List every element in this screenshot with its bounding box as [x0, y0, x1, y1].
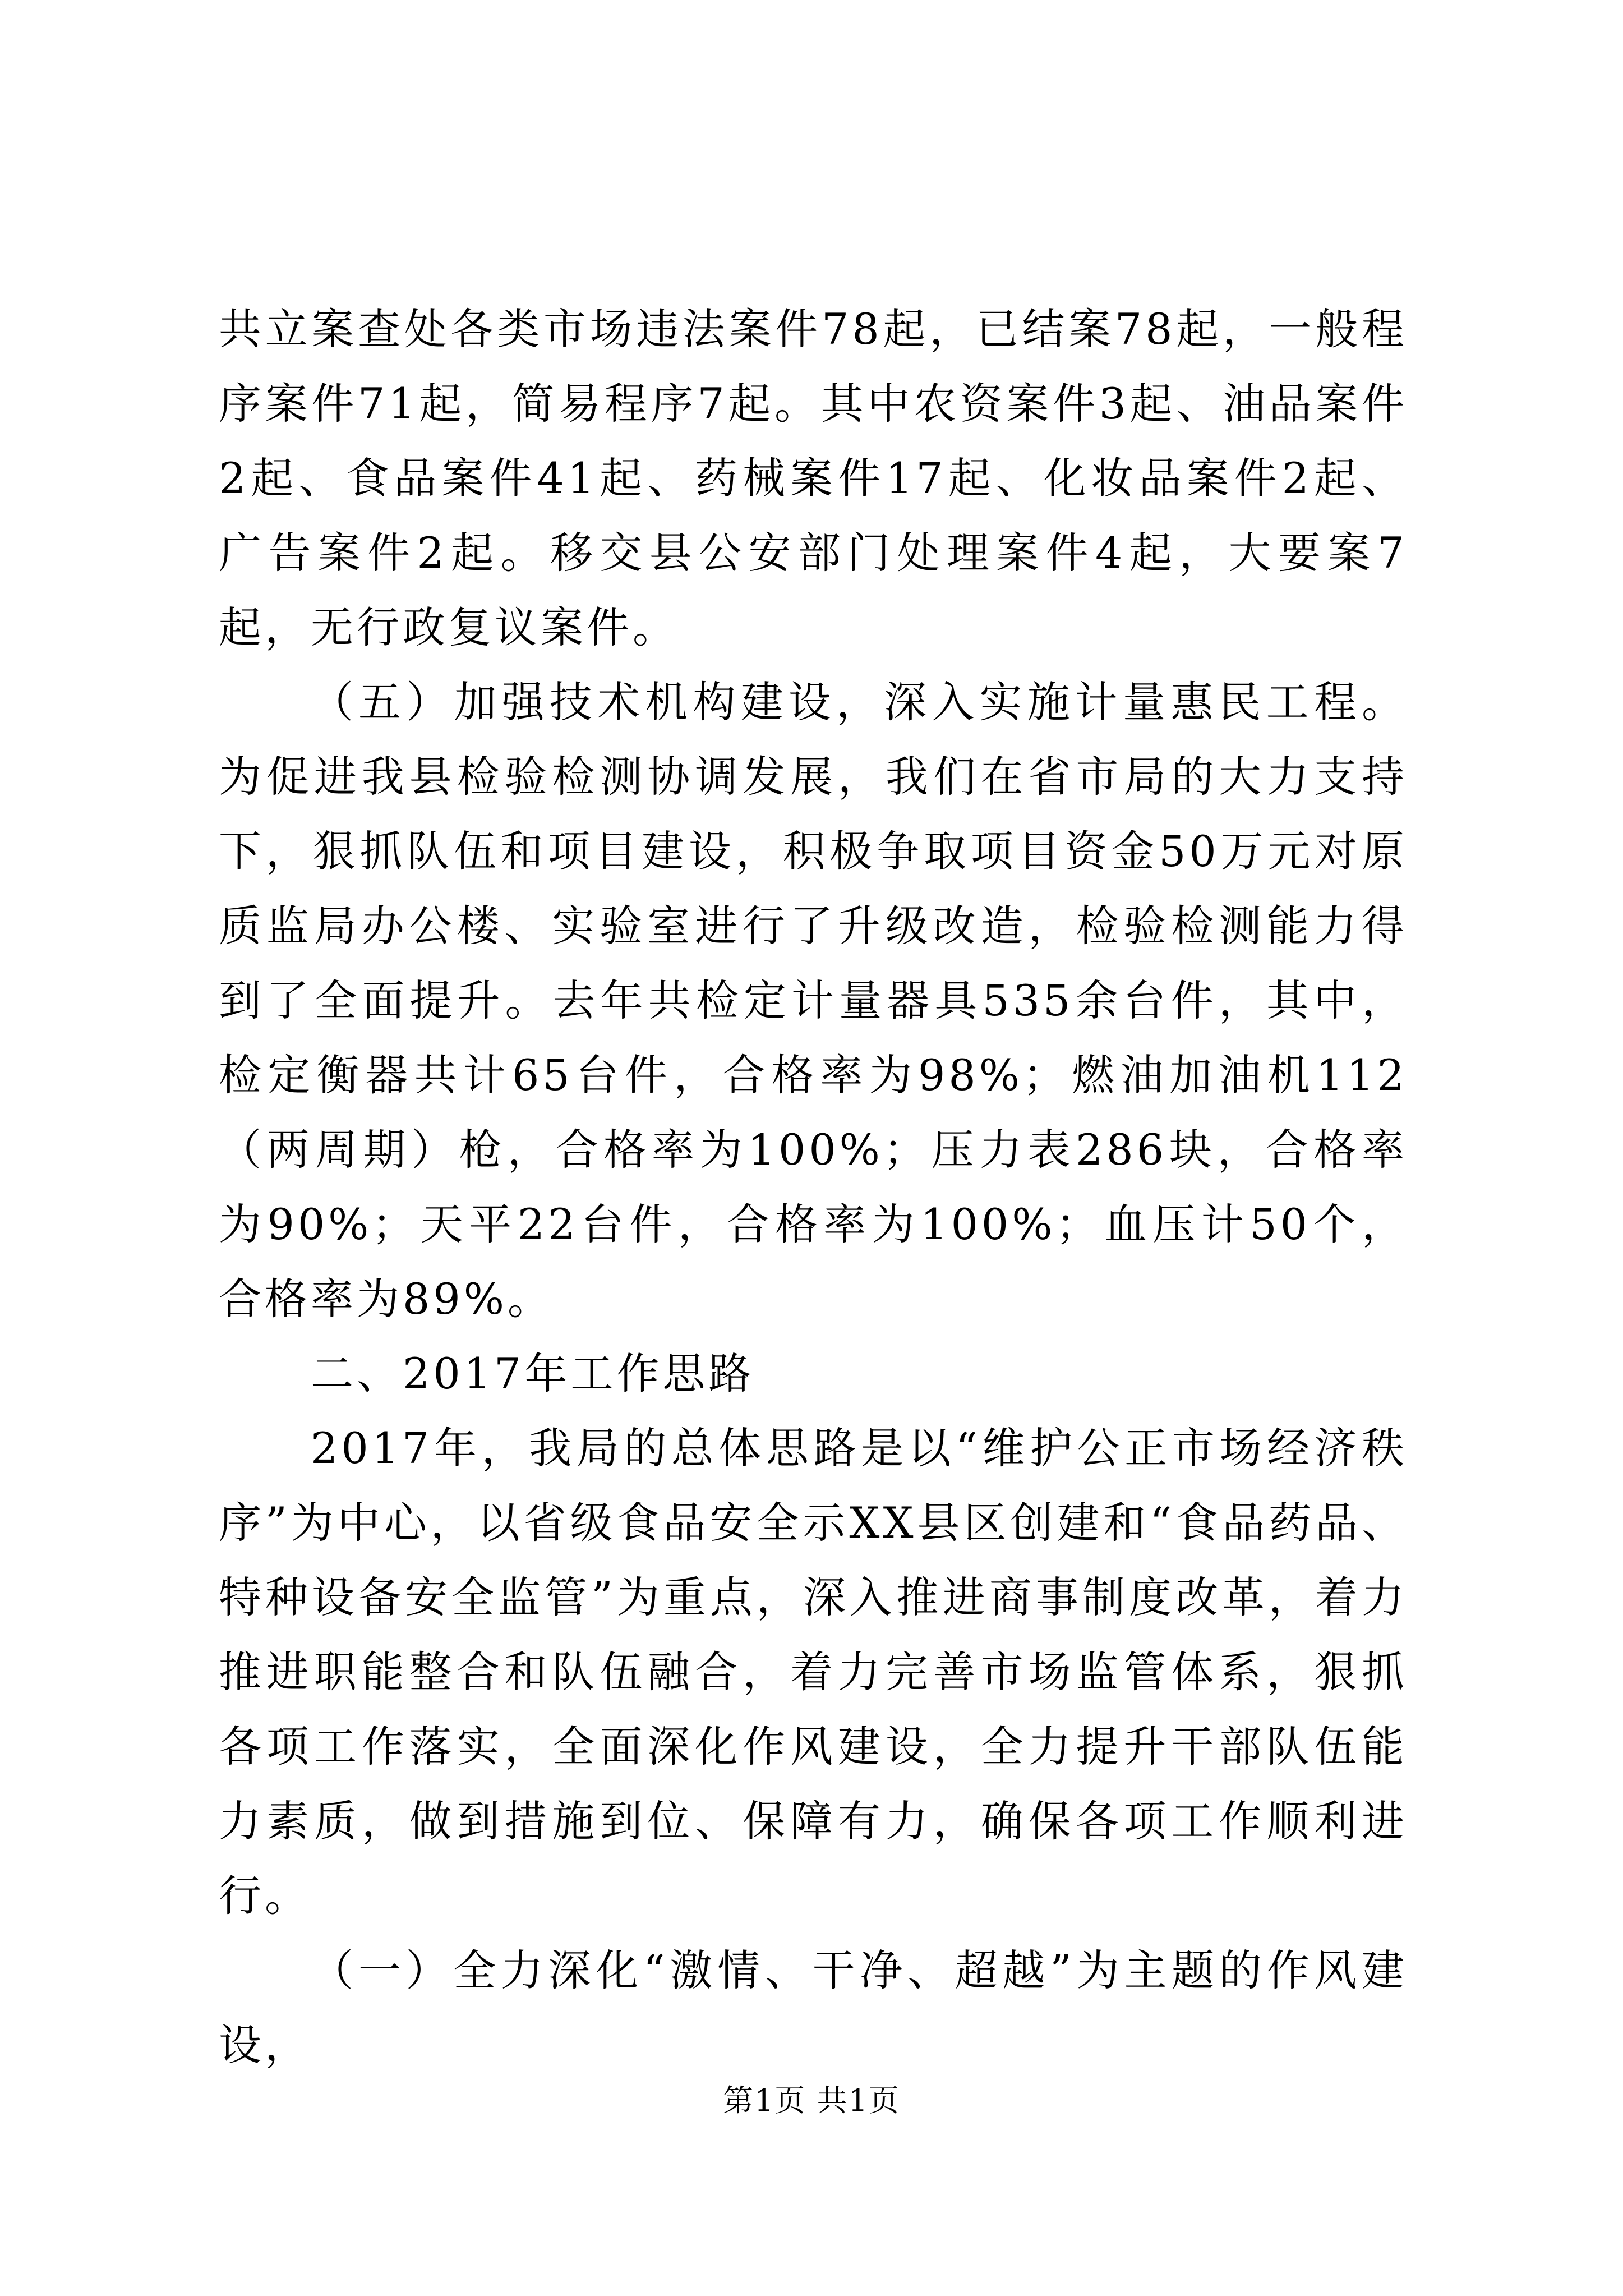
section-heading-2017-work-plan: 二、2017年工作思路: [311, 1349, 755, 1398]
paragraph-work-style-building: （一）全力深化“激情、干净、超越”为主题的作风建设，: [219, 1945, 1408, 2070]
paragraph-2017-overall-approach: 2017年，我局的总体思路是以“维护公正市场经济秩序”为中心，以省级食品安全示XX县区创建和“食品药品、特种设备安全监管”为重点，深入推进商事制度改革，着力推进职能整合和队伍融合，着力完善市场监管体系，狠抓各项工作落实，全面深化作风建设，全力提升干部队伍能力素质，做到措施到位、保障有力，确保各项工作顺利进行。: [219, 1423, 1408, 1921]
paragraph-case-statistics: 共立案查处各类市场违法案件78起，已结案78起，一般程序案件71起，简易程序7起。其中农资案件3起、油品案件2起、食品案件41起、药械案件17起、化妆品案件2起、广告案件2起。移交县公安部门处理案件4起，大要案7起，无行政复议案件。: [219, 304, 1408, 652]
paragraph-technical-institutions: （五）加强技术机构建设，深入实施计量惠民工程。为促进我县检验检测协调发展，我们在省市局的大力支持下，狠抓队伍和项目建设，积极争取项目资金50万元对原质监局办公楼、实验室进行了升级改造，检验检测能力得到了全面提升。去年共检定计量器具535余台件，其中，检定衡器共计65台件，合格率为98%；燃油加油机112（两周期）枪，合格率为100%；压力表286块，合格率为90%；天平22台件，合格率为100%；血压计50个，合格率为89%。: [219, 677, 1408, 1324]
document-body: [219, 292, 1408, 2082]
page-footer: 第1页 共1页: [723, 2083, 900, 2118]
